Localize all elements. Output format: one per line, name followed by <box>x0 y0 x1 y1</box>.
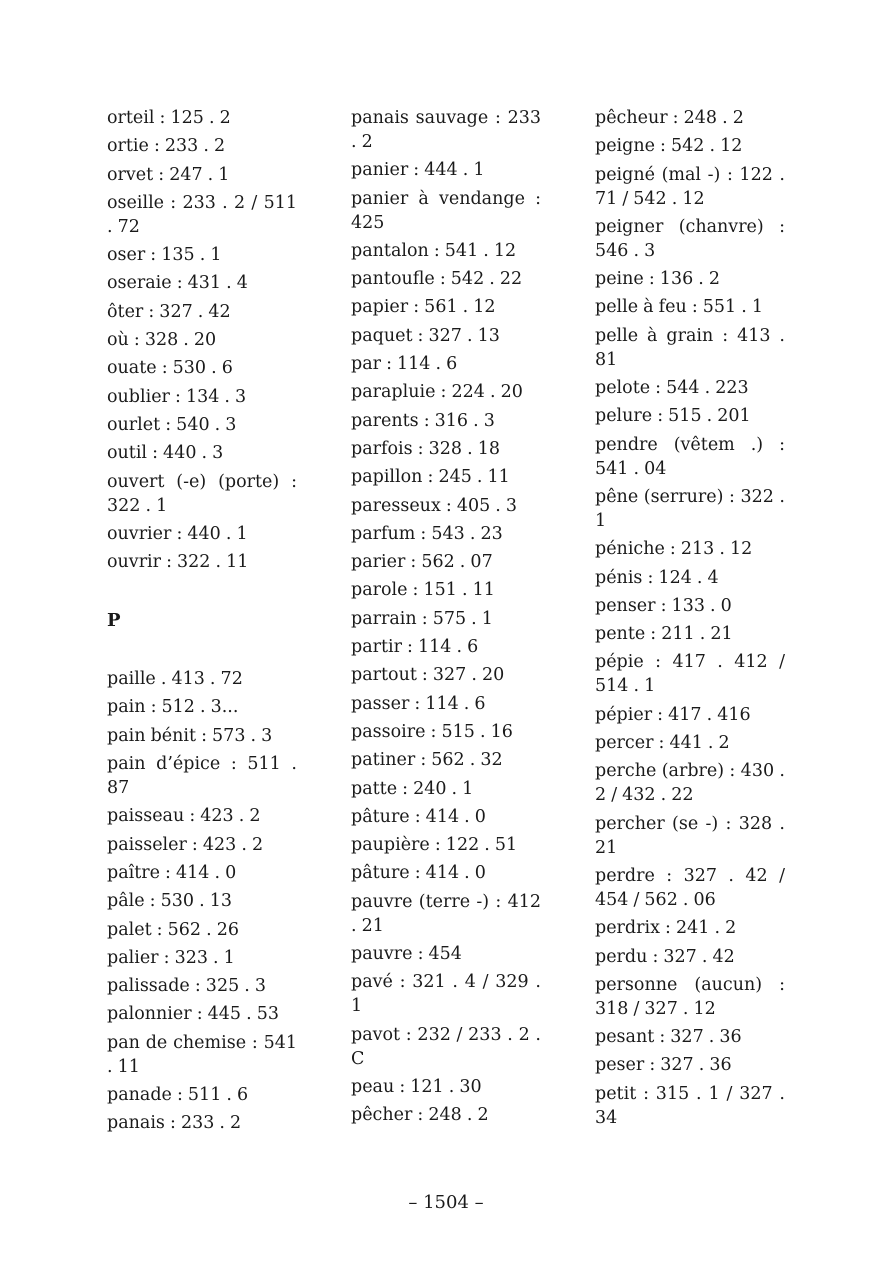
index-entry: parrain : 575 . 1 <box>351 608 493 629</box>
index-entry: pépie : 417 . 412 / 514 . 1 <box>595 652 785 697</box>
index-entry: ortie : 233 . 2 <box>107 136 226 157</box>
index-entry: ouvert (-e) (porte) : 322 . 1 <box>107 471 297 516</box>
index-entry: penser : 133 . 0 <box>595 595 732 616</box>
index-entry: pauvre (terre -) : 412 . 21 <box>351 891 541 936</box>
index-entry: perdre : 327 . 42 / 454 / 562 . 06 <box>595 865 785 910</box>
index-entry: peigner (chanvre) : 546 . 3 <box>595 216 785 261</box>
page-number: – 1504 – <box>408 1192 484 1213</box>
index-entry: peau : 121 . 30 <box>351 1076 482 1097</box>
index-entry: pelote : 544 . 223 <box>595 378 749 399</box>
index-entry: patte : 240 . 1 <box>351 778 474 799</box>
index-entry: pêne (serrure) : 322 . 1 <box>595 486 785 531</box>
index-entry: ouate : 530 . 6 <box>107 358 233 379</box>
index-entry: pâture : 414 . 0 <box>351 806 486 827</box>
index-entry: perche (arbre) : 430 . 2 / 432 . 22 <box>595 761 785 806</box>
index-entry: paître : 414 . 0 <box>107 862 237 883</box>
index-entry: parfois : 328 . 18 <box>351 438 500 459</box>
index-entry: pelle à feu : 551 . 1 <box>595 297 764 318</box>
index-entry: peigne : 542 . 12 <box>595 136 743 157</box>
index-entry: où : 328 . 20 <box>107 330 217 351</box>
index-entry: paresseux : 405 . 3 <box>351 495 518 516</box>
index-entry: parapluie : 224 . 20 <box>351 382 523 403</box>
entries-p-list <box>107 667 297 1135</box>
index-entry: parents : 316 . 3 <box>351 410 495 431</box>
entries-list <box>595 106 785 1130</box>
index-entry: parfum : 543 . 23 <box>351 523 503 544</box>
index-entry: pâture : 414 . 0 <box>351 863 486 884</box>
index-entry: papillon : 245 . 11 <box>351 467 510 488</box>
index-entry: pantoufle : 542 . 22 <box>351 269 523 290</box>
index-entry: pain : 512 . 3... <box>107 697 239 718</box>
index-entry: ôter : 327 . 42 <box>107 301 231 322</box>
index-entry: panier : 444 . 1 <box>351 160 485 181</box>
index-entry: pavé : 321 . 4 / 329 . 1 <box>351 972 541 1017</box>
index-entry: panade : 511 . 6 <box>107 1085 249 1106</box>
index-entry: passoire : 515 . 16 <box>351 721 513 742</box>
index-entry: orteil : 125 . 2 <box>107 108 231 128</box>
index-entry: pavot : 232 / 233 . 2 . C <box>351 1024 541 1069</box>
index-entry: paille . 413 . 72 <box>107 669 243 690</box>
index-entry: pan de chemise : 541 . 11 <box>107 1032 297 1077</box>
index-entry: oublier : 134 . 3 <box>107 386 247 407</box>
entries-list <box>351 106 541 1127</box>
index-entry: petit : 315 . 1 / 327 . 34 <box>595 1083 785 1128</box>
index-entry: pâle : 530 . 13 <box>107 891 232 912</box>
index-entry: ouvrier : 440 . 1 <box>107 523 248 544</box>
index-entry: pain bénit : 573 . 3 <box>107 725 273 746</box>
index-entry: parier : 562 . 07 <box>351 552 493 573</box>
index-entry: palet : 562 . 26 <box>107 919 240 940</box>
index-entry: panais sauvage : 233 . 2 <box>351 108 541 152</box>
index-entry: oser : 135 . 1 <box>107 245 222 266</box>
index-entry: pesant : 327 . 36 <box>595 1027 742 1048</box>
index-entry: partout : 327 . 20 <box>351 665 505 686</box>
index-entry: perdrix : 241 . 2 <box>595 918 737 939</box>
index-entry: pantalon : 541 . 12 <box>351 240 517 261</box>
index-entry: peigné (mal -) : 122 . 71 / 542 . 12 <box>595 164 785 209</box>
index-entry: palonnier : 445 . 53 <box>107 1004 280 1025</box>
index-entry: pelle à grain : 413 . 81 <box>595 325 785 370</box>
index-entry: paquet : 327 . 13 <box>351 325 500 346</box>
index-entry: peser : 327 . 36 <box>595 1055 732 1076</box>
index-entry: pain d’épice : 511 . 87 <box>107 754 297 799</box>
index-entry: pente : 211 . 21 <box>595 624 733 645</box>
index-entry: palier : 323 . 1 <box>107 947 235 968</box>
index-entry: oseille : 233 . 2 / 511 . 72 <box>107 192 297 237</box>
index-entry: palissade : 325 . 3 <box>107 976 267 997</box>
index-entry: parole : 151 . 11 <box>351 580 495 601</box>
index-column-1 <box>107 106 297 1140</box>
entries-o-list <box>107 106 297 574</box>
index-entry: par : 114 . 6 <box>351 354 458 375</box>
index-entry: pépier : 417 . 416 <box>595 704 751 725</box>
index-entry: outil : 440 . 3 <box>107 443 224 464</box>
index-entry: ourlet : 540 . 3 <box>107 414 237 435</box>
index-entry: pénis : 124 . 4 <box>595 567 719 588</box>
index-entry: panier à vendange : 425 <box>351 188 541 233</box>
index-entry: papier : 561 . 12 <box>351 297 496 318</box>
index-entry: pauvre : 454 <box>351 944 462 965</box>
index-entry: ouvrir : 322 . 11 <box>107 552 249 573</box>
letter-heading: P <box>107 610 121 632</box>
index-column-3 <box>595 106 785 1134</box>
index-entry: percher (se -) : 328 . 21 <box>595 813 785 858</box>
index-column-2 <box>351 106 541 1132</box>
index-entry: panais : 233 . 2 <box>107 1113 242 1134</box>
index-entry: pendre (vêtem .) : 541 . 04 <box>595 434 785 479</box>
index-entry: peine : 136 . 2 <box>595 269 721 290</box>
index-entry: oseraie : 431 . 4 <box>107 273 248 294</box>
index-entry: paisseler : 423 . 2 <box>107 834 264 855</box>
index-entry: péniche : 213 . 12 <box>595 539 753 560</box>
index-entry: paupière : 122 . 51 <box>351 835 518 856</box>
index-entry: partir : 114 . 6 <box>351 637 479 658</box>
index-entry: perdu : 327 . 42 <box>595 946 735 967</box>
index-entry: pelure : 515 . 201 <box>595 406 751 427</box>
index-entry: orvet : 247 . 1 <box>107 164 230 185</box>
index-entry: patiner : 562 . 32 <box>351 750 503 771</box>
index-entry: passer : 114 . 6 <box>351 693 486 714</box>
index-entry: paisseau : 423 . 2 <box>107 806 261 827</box>
index-entry: percer : 441 . 2 <box>595 733 730 754</box>
index-entry: pêcheur : 248 . 2 <box>595 108 744 128</box>
index-entry: pêcher : 248 . 2 <box>351 1105 489 1126</box>
index-entry: personne (aucun) : 318 / 327 . 12 <box>595 974 785 1019</box>
